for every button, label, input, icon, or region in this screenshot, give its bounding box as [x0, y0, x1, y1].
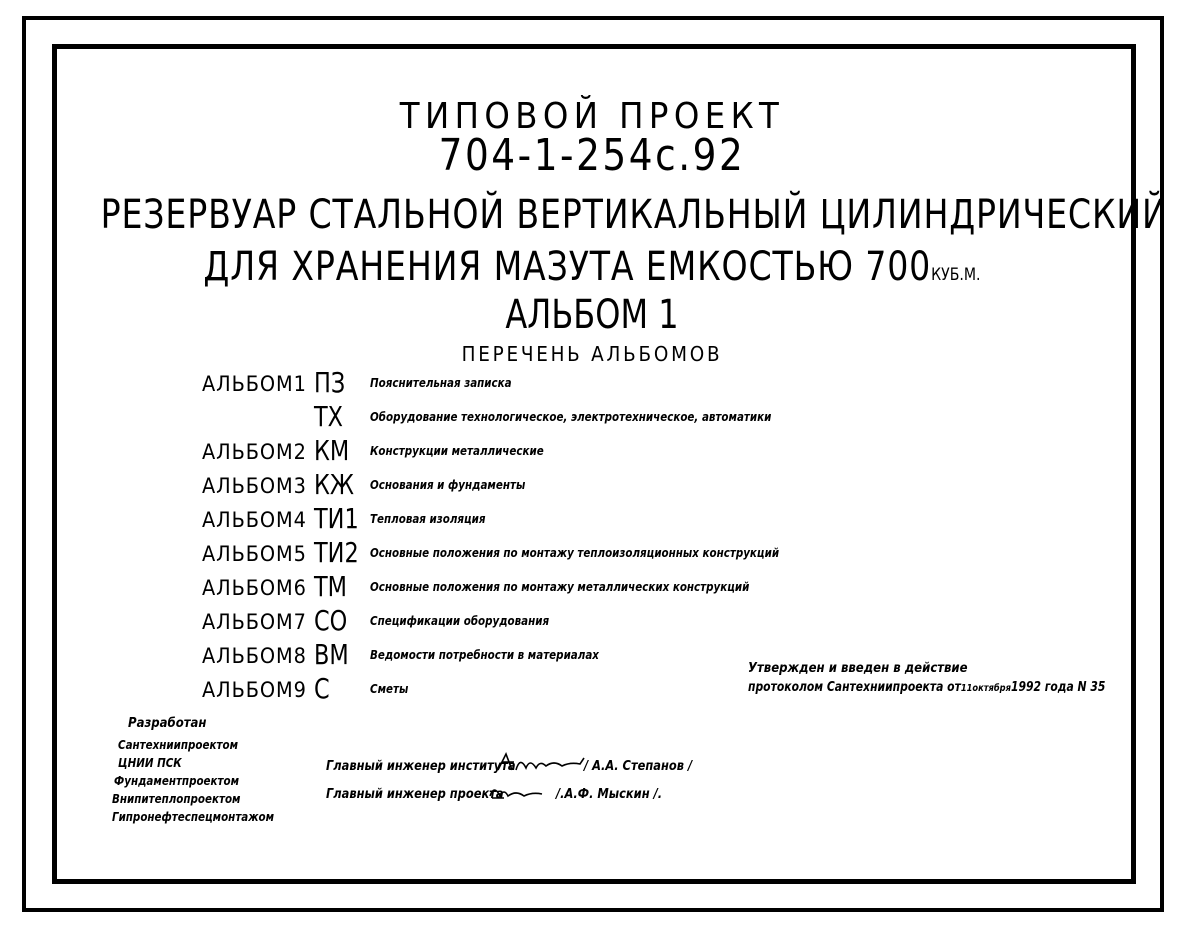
developers-heading: Разработан [128, 716, 207, 731]
title-line-2 [101, 244, 1084, 290]
title-unit: КУБ.М. [931, 265, 981, 285]
developer-org: ЦНИИ ПСК [118, 756, 182, 770]
developer-org: Внипитеплопроектом [112, 792, 241, 806]
album-code: ТИ1 [314, 502, 359, 535]
album-label: АЛЬБОМ9 [202, 678, 307, 702]
approval-year: 1992 года [1010, 680, 1074, 695]
album-label: АЛЬБОМ7 [202, 610, 307, 634]
signature-stepanov [496, 750, 588, 776]
album-code: КЖ [314, 468, 355, 501]
album-code: ВМ [314, 638, 349, 671]
album-description: Тепловая изоляция [370, 512, 486, 526]
album-description: Основные положения по монтажу теплоизоляционных конструкций [370, 546, 780, 560]
title-line-2-text: ДЛЯ ХРАНЕНИЯ МАЗУТА ЕМКОСТЬЮ 700 [203, 244, 932, 290]
approval-line-1: Утвержден и введен в действие [748, 661, 968, 676]
approval-line-2 [748, 680, 1105, 695]
chief-project-label: Главный инженер проекта [326, 787, 504, 802]
album-label: АЛЬБОМ4 [202, 508, 307, 532]
developer-org: Гипронефтеспецмонтажом [112, 810, 275, 824]
album-description: Пояснительная записка [370, 376, 512, 390]
chief-project-name: /.А.Ф. Мыскин /. [556, 787, 663, 802]
album-code: ТИ2 [314, 536, 359, 569]
approval-date: 11октября [960, 683, 1011, 694]
album-label: АЛЬБОМ5 [202, 542, 307, 566]
album-code: ТМ [314, 570, 348, 603]
album-label: АЛЬБОМ6 [202, 576, 307, 600]
album-description: Основные положения по монтажу металлических конструкций [370, 580, 750, 594]
album-label: АЛЬБОМ2 [202, 440, 307, 464]
album-description: Ведомости потребности в материалах [370, 648, 599, 662]
album-label: АЛЬБОМ3 [202, 474, 307, 498]
album-description: Сметы [370, 682, 409, 696]
album-description: Основания и фундаменты [370, 478, 526, 492]
album-label: АЛЬБОМ1 [202, 372, 307, 396]
album-code: СО [314, 604, 348, 637]
approval-number: N 35 [1077, 680, 1106, 695]
developer-org: Сантехниипроектом [118, 738, 239, 752]
album-code: С [314, 672, 330, 705]
album-label: АЛЬБОМ8 [202, 644, 307, 668]
album-code: КМ [314, 434, 350, 467]
approval-from: от [947, 680, 961, 695]
developer-org: Фундаментпроектом [114, 774, 240, 788]
signature-myskin [486, 780, 546, 802]
title-line-1: РЕЗЕРВУАР СТАЛЬНОЙ ВЕРТИКАЛЬНЫЙ ЦИЛИНДРИЧЕСКИЙ [100, 192, 1168, 238]
album-code: ТХ [314, 400, 344, 433]
header-typical-project: ТИПОВОЙ ПРОЕКТ [399, 96, 785, 137]
list-heading: ПЕРЕЧЕНЬ АЛЬБОМОВ [461, 342, 723, 366]
album-description: Оборудование технологическое, электротехническое, автоматики [370, 410, 772, 424]
album-code: ПЗ [314, 366, 346, 399]
chief-institute-name: / А.А. Степанов / [584, 759, 693, 774]
album-title: АЛЬБОМ 1 [505, 292, 679, 338]
project-code: 704-1-254с.92 [438, 130, 746, 181]
approval-prefix: протоколом Сантехниипроекта [748, 680, 944, 695]
album-description: Конструкции металлические [370, 444, 544, 458]
chief-institute-label: Главный инженер института [326, 759, 516, 774]
album-description: Спецификации оборудования [370, 614, 550, 628]
